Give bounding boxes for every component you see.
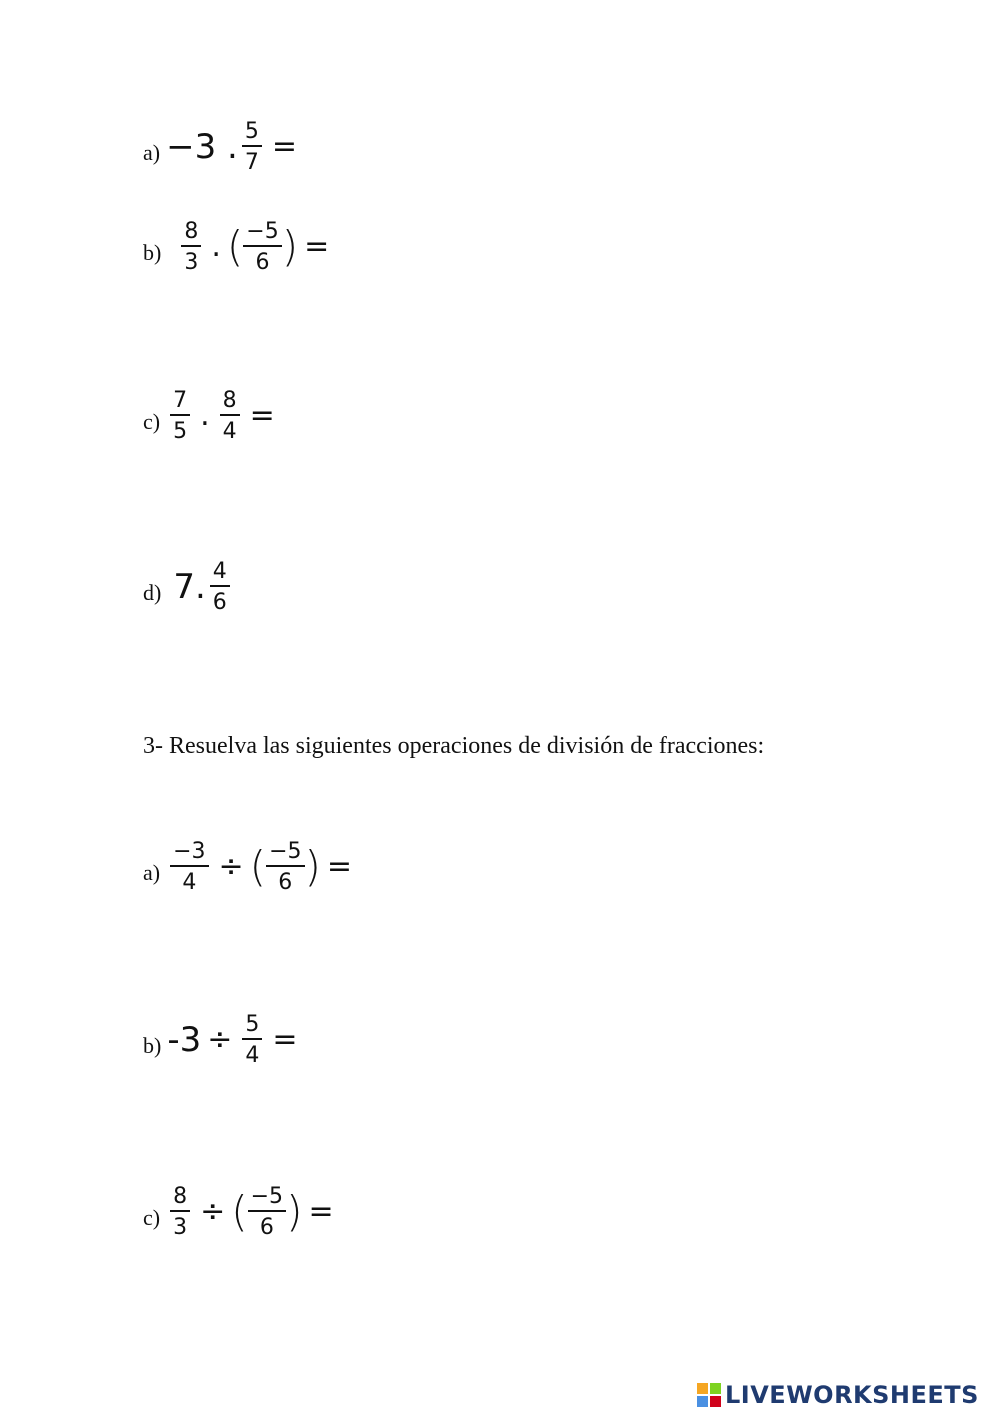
fraction <box>170 1185 190 1239</box>
problem-div-b <box>143 1013 304 1067</box>
numerator: 7 <box>170 389 190 416</box>
problem-div-a <box>143 840 358 894</box>
whole-number: -3 <box>167 1020 202 1061</box>
logo-square <box>710 1396 721 1407</box>
multiply-dot: . <box>211 229 221 265</box>
fraction <box>248 1185 286 1239</box>
numerator: 5 <box>242 120 262 147</box>
fraction <box>266 840 304 894</box>
problem-label: c) <box>143 409 161 435</box>
problem-mult-d <box>143 560 234 614</box>
problem-label: d) <box>143 580 162 606</box>
divide-sign: ÷ <box>207 1022 233 1058</box>
numerator: 5 <box>242 1013 262 1040</box>
fraction <box>170 840 208 894</box>
fraction <box>210 560 230 614</box>
equals-sign: = <box>326 849 353 885</box>
denominator: 4 <box>222 419 237 445</box>
fraction <box>170 389 190 443</box>
whole-number: −3 . <box>166 127 238 168</box>
fraction <box>242 1013 262 1067</box>
right-paren: ) <box>286 1187 303 1237</box>
problem-label: b) <box>143 240 162 266</box>
denominator: 6 <box>212 590 227 616</box>
numerator: 8 <box>181 220 201 247</box>
problem-mult-b <box>143 220 335 274</box>
numerator: 4 <box>210 560 230 587</box>
denominator: 3 <box>184 250 199 276</box>
multiply-dot: . <box>200 398 210 434</box>
equals-sign: = <box>271 129 297 165</box>
denominator: 4 <box>182 870 197 896</box>
fraction <box>243 220 281 274</box>
logo-square <box>697 1383 708 1394</box>
numerator: 8 <box>220 389 240 416</box>
fraction <box>220 389 240 443</box>
denominator: 6 <box>278 870 293 896</box>
problem-label: c) <box>143 1205 161 1231</box>
problem-label: b) <box>143 1033 162 1059</box>
divide-sign: ÷ <box>200 1194 226 1230</box>
left-paren: ( <box>249 842 267 892</box>
equals-sign: = <box>272 1022 298 1058</box>
fraction <box>242 120 262 174</box>
liveworksheets-logo[interactable] <box>697 1381 979 1409</box>
denominator: 6 <box>259 1215 274 1241</box>
numerator: −5 <box>248 1185 286 1212</box>
logo-text: LIVEWORKSHEETS <box>725 1381 979 1409</box>
problem-label: a) <box>143 140 161 166</box>
right-paren: ) <box>281 222 299 272</box>
problem-mult-c <box>143 389 281 443</box>
denominator: 6 <box>255 250 270 276</box>
denominator: 5 <box>173 419 188 445</box>
logo-square <box>697 1396 708 1407</box>
fraction <box>181 220 201 274</box>
problem-div-c <box>143 1185 340 1239</box>
numerator: −3 <box>170 840 208 867</box>
problem-mult-a <box>143 120 303 174</box>
equals-sign: = <box>304 229 330 265</box>
denominator: 7 <box>244 150 259 176</box>
logo-square <box>710 1383 721 1394</box>
equals-sign: = <box>249 398 275 434</box>
divide-sign: ÷ <box>218 849 244 885</box>
right-paren: ) <box>304 842 321 892</box>
whole-number: 7. <box>173 567 206 608</box>
problem-label: a) <box>143 860 161 886</box>
left-paren: ( <box>226 222 244 272</box>
denominator: 3 <box>173 1215 188 1241</box>
division-section-heading: 3- Resuelva las siguientes operaciones de división de fracciones: <box>143 733 765 759</box>
denominator: 4 <box>245 1043 260 1069</box>
left-paren: ( <box>231 1187 248 1237</box>
numerator: −5 <box>266 840 304 867</box>
numerator: 8 <box>170 1185 190 1212</box>
equals-sign: = <box>308 1194 334 1230</box>
logo-grid-icon <box>697 1383 721 1407</box>
numerator: −5 <box>243 220 281 247</box>
